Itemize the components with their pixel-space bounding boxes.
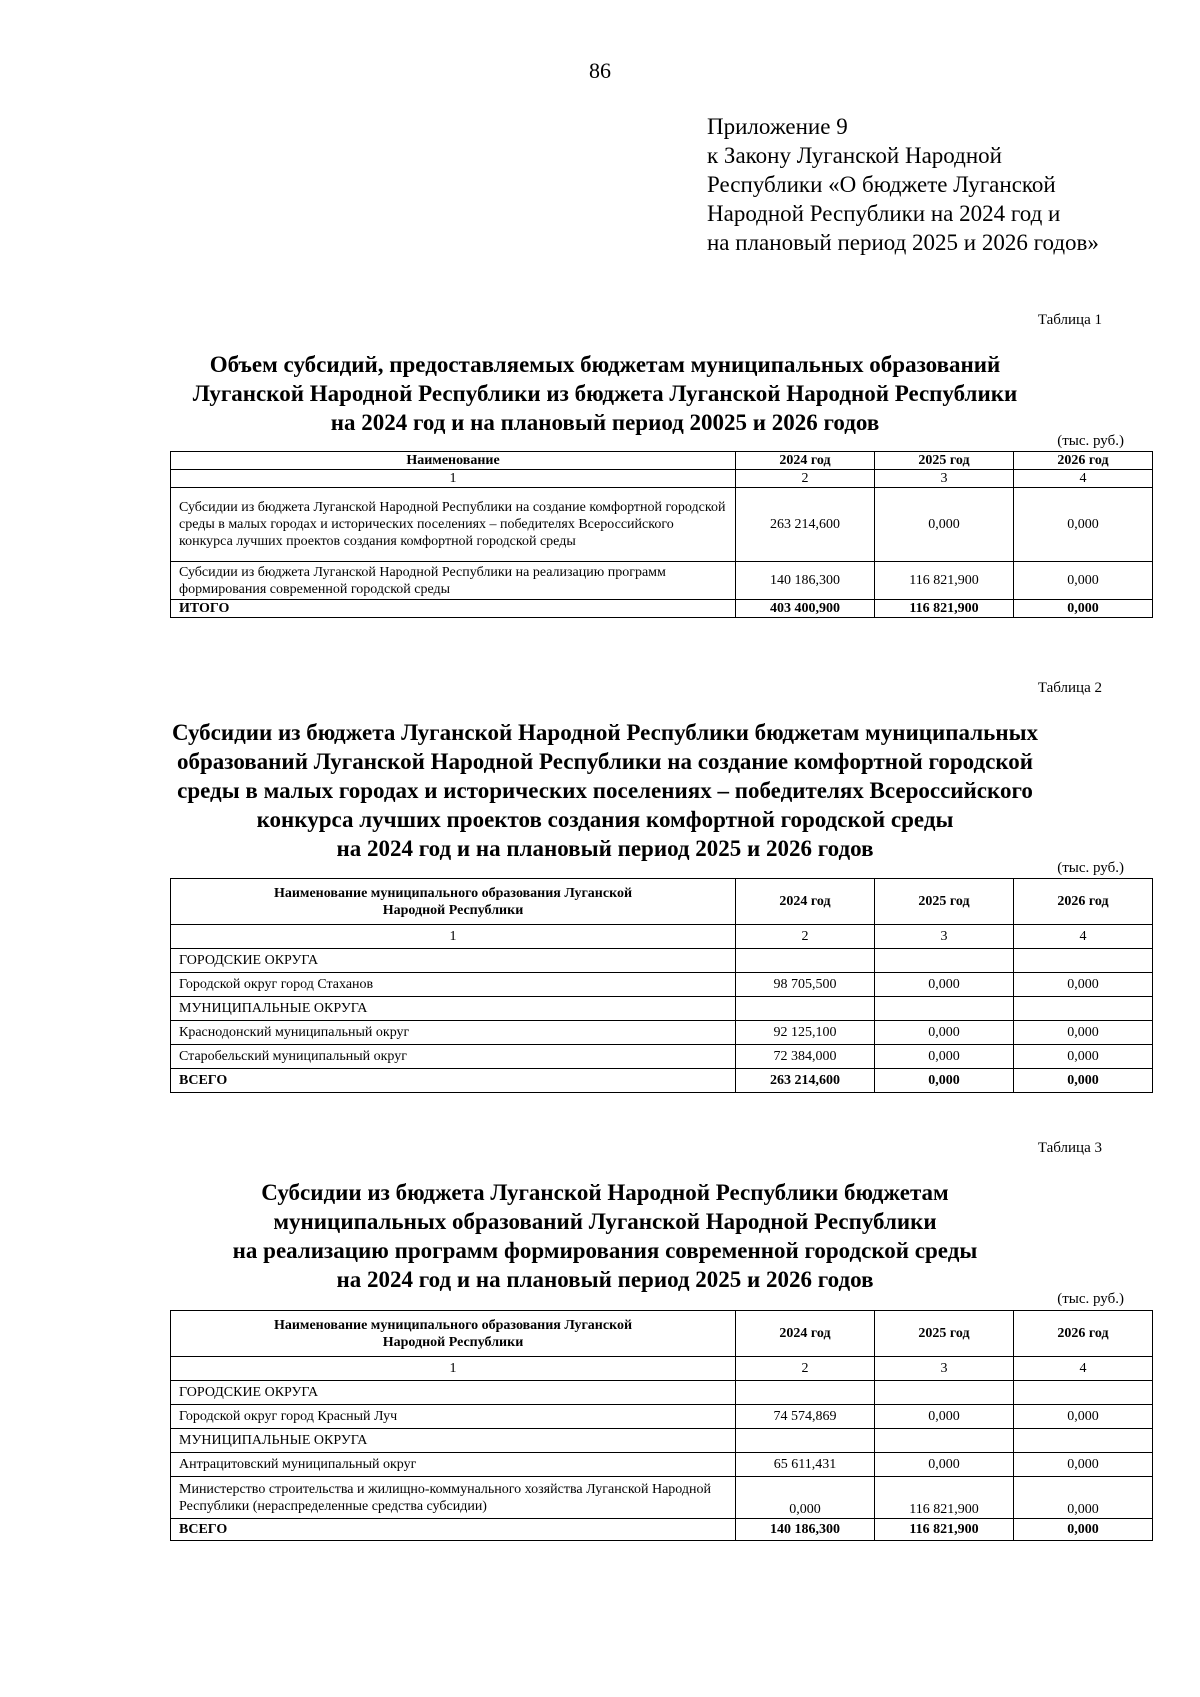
header-cell: 2024 год [736, 452, 875, 470]
total-row [171, 1519, 1153, 1541]
value-2026 [1014, 1429, 1153, 1453]
title-line: муниципальных образований Луганской Народной Республики [273, 1209, 937, 1234]
index-cell: 1 [171, 925, 736, 949]
value-2024 [736, 1429, 875, 1453]
table-row [171, 997, 1153, 1021]
table-header-row [171, 1311, 1153, 1357]
value-2025: 0,000 [875, 488, 1014, 562]
total-2025: 0,000 [875, 1069, 1014, 1093]
table-row [171, 1453, 1153, 1477]
title-line: Объем субсидий, предоставляемых бюджетам муниципальных образований [209, 352, 1001, 377]
appendix-line: Приложение 9 [707, 114, 848, 139]
total-label: ВСЕГО [171, 1069, 736, 1093]
value-2024: 92 125,100 [736, 1021, 875, 1045]
value-2024: 0,000 [736, 1477, 875, 1519]
row-name: ГОРОДСКИЕ ОКРУГА [171, 949, 736, 973]
index-cell: 3 [875, 925, 1014, 949]
table-row [171, 1477, 1153, 1519]
table-row [171, 1429, 1153, 1453]
row-name: Городской округ город Красный Луч [171, 1405, 736, 1429]
header-cell: 2025 год [875, 452, 1014, 470]
index-cell: 2 [736, 470, 875, 488]
table-row [171, 562, 1153, 600]
total-2024: 403 400,900 [736, 600, 875, 618]
title-line: на 2024 год и на плановый период 20025 и 2026 годов [330, 410, 880, 435]
row-name: Субсидии из бюджета Луганской Народной Республики на реализацию программ формирования современной городской среды [171, 562, 736, 600]
value-2024 [736, 997, 875, 1021]
title-line: Луганской Народной Республики из бюджета Луганской Народной Республики [192, 381, 1018, 406]
value-2024: 74 574,869 [736, 1405, 875, 1429]
table-index-row [171, 470, 1153, 488]
title-line: конкурса лучших проектов создания комфортной городской среды [256, 807, 954, 832]
index-cell: 4 [1014, 1357, 1153, 1381]
table-1-units: (тыс. руб.) [1057, 433, 1124, 449]
table-3-title [130, 1178, 1080, 1294]
table-row [171, 1021, 1153, 1045]
table-2-title [130, 718, 1080, 863]
row-name: Старобельский муниципальный округ [171, 1045, 736, 1069]
value-2024: 65 611,431 [736, 1453, 875, 1477]
row-name: Министерство строительства и жилищно-коммунального хозяйства Луганской Народной Республики (нераспределенные средства субсидии) [171, 1477, 736, 1519]
row-name: Антрацитовский муниципальный округ [171, 1453, 736, 1477]
title-line: на реализацию программ формирования современной городской среды [232, 1238, 978, 1263]
header-cell: Наименование муниципального образования Луганской Народной Республики [171, 879, 736, 925]
table-header-row [171, 879, 1153, 925]
value-2026 [1014, 997, 1153, 1021]
table-3-units: (тыс. руб.) [1057, 1291, 1124, 1307]
total-2026: 0,000 [1014, 600, 1153, 618]
value-2025 [875, 1429, 1014, 1453]
value-2026: 0,000 [1014, 1021, 1153, 1045]
value-2024 [736, 1381, 875, 1405]
table-2 [170, 878, 1153, 1093]
header-cell: 2026 год [1014, 1311, 1153, 1357]
title-line: Субсидии из бюджета Луганской Народной Республики бюджетам муниципальных [171, 720, 1039, 745]
total-label: ВСЕГО [171, 1519, 736, 1541]
table-1 [170, 451, 1153, 618]
header-cell: Наименование [171, 452, 736, 470]
total-label: ИТОГО [171, 600, 736, 618]
total-2024: 140 186,300 [736, 1519, 875, 1541]
index-cell: 3 [875, 1357, 1014, 1381]
table-row [171, 1045, 1153, 1069]
value-2026: 0,000 [1014, 1453, 1153, 1477]
table-index-row [171, 1357, 1153, 1381]
header-cell: 2026 год [1014, 879, 1153, 925]
index-cell: 3 [875, 470, 1014, 488]
title-line: образований Луганской Народной Республики на создание комфортной городской [176, 749, 1034, 774]
row-name: МУНИЦИПАЛЬНЫЕ ОКРУГА [171, 1429, 736, 1453]
index-cell: 1 [171, 470, 736, 488]
table-header-row [171, 452, 1153, 470]
value-2025 [875, 1381, 1014, 1405]
appendix-line: Республики «О бюджете Луганской [707, 172, 1056, 197]
value-2024: 263 214,600 [736, 488, 875, 562]
value-2025 [875, 997, 1014, 1021]
value-2026: 0,000 [1014, 1045, 1153, 1069]
table-row [171, 488, 1153, 562]
value-2026: 0,000 [1014, 562, 1153, 600]
value-2026 [1014, 1381, 1153, 1405]
total-2025: 116 821,900 [875, 600, 1014, 618]
header-cell: 2025 год [875, 1311, 1014, 1357]
table-1-label: Таблица 1 [1037, 312, 1102, 328]
value-2025: 0,000 [875, 973, 1014, 997]
index-cell: 4 [1014, 925, 1153, 949]
value-2026: 0,000 [1014, 1405, 1153, 1429]
value-2026: 0,000 [1014, 488, 1153, 562]
appendix-line: Народной Республики на 2024 год и [707, 201, 1061, 226]
table-index-row [171, 925, 1153, 949]
table-1-title [130, 350, 1080, 437]
index-cell: 1 [171, 1357, 736, 1381]
value-2025: 0,000 [875, 1021, 1014, 1045]
value-2024 [736, 949, 875, 973]
total-2025: 116 821,900 [875, 1519, 1014, 1541]
table-2-label: Таблица 2 [1037, 680, 1102, 696]
value-2025: 0,000 [875, 1045, 1014, 1069]
value-2026 [1014, 949, 1153, 973]
appendix-line: на плановый период 2025 и 2026 годов» [707, 230, 1099, 255]
title-line: Субсидии из бюджета Луганской Народной Республики бюджетам [261, 1180, 949, 1205]
value-2026: 0,000 [1014, 973, 1153, 997]
value-2025: 0,000 [875, 1453, 1014, 1477]
total-2026: 0,000 [1014, 1519, 1153, 1541]
value-2025 [875, 949, 1014, 973]
value-2025: 0,000 [875, 1405, 1014, 1429]
title-line: на 2024 год и на плановый период 2025 и 2026 годов [336, 1267, 874, 1292]
index-cell: 4 [1014, 470, 1153, 488]
title-line: среды в малых городах и исторических поселениях – победителях Всероссийского [177, 778, 1033, 803]
table-3-label: Таблица 3 [1037, 1140, 1102, 1156]
header-cell: Наименование муниципального образования Луганской Народной Республики [171, 1311, 736, 1357]
value-2025: 116 821,900 [875, 1477, 1014, 1519]
value-2024: 72 384,000 [736, 1045, 875, 1069]
header-cell: 2024 год [736, 1311, 875, 1357]
appendix-line: к Закону Луганской Народной [707, 143, 1002, 168]
value-2025: 116 821,900 [875, 562, 1014, 600]
title-line: на 2024 год и на плановый период 2025 и 2026 годов [336, 836, 874, 861]
table-row [171, 973, 1153, 997]
table-3 [170, 1310, 1153, 1541]
index-cell: 2 [736, 1357, 875, 1381]
header-cell: 2025 год [875, 879, 1014, 925]
total-row [171, 600, 1153, 618]
row-name: Городской округ город Стаханов [171, 973, 736, 997]
total-2026: 0,000 [1014, 1069, 1153, 1093]
row-name: Субсидии из бюджета Луганской Народной Республики на создание комфортной городской среды в малых городах и исторических поселениях – победителях Всероссийского конкурса лучших проектов создания комфортной городской среды [171, 488, 736, 562]
value-2024: 98 705,500 [736, 973, 875, 997]
page-number: 86 [589, 58, 611, 83]
appendix-block [707, 112, 1099, 257]
table-row [171, 1381, 1153, 1405]
row-name: ГОРОДСКИЕ ОКРУГА [171, 1381, 736, 1405]
table-2-units: (тыс. руб.) [1057, 860, 1124, 876]
value-2024: 140 186,300 [736, 562, 875, 600]
header-cell: 2026 год [1014, 452, 1153, 470]
total-row [171, 1069, 1153, 1093]
table-row [171, 949, 1153, 973]
row-name: Краснодонский муниципальный округ [171, 1021, 736, 1045]
row-name: МУНИЦИПАЛЬНЫЕ ОКРУГА [171, 997, 736, 1021]
total-2024: 263 214,600 [736, 1069, 875, 1093]
table-row [171, 1405, 1153, 1429]
header-cell: 2024 год [736, 879, 875, 925]
value-2026: 0,000 [1014, 1477, 1153, 1519]
index-cell: 2 [736, 925, 875, 949]
